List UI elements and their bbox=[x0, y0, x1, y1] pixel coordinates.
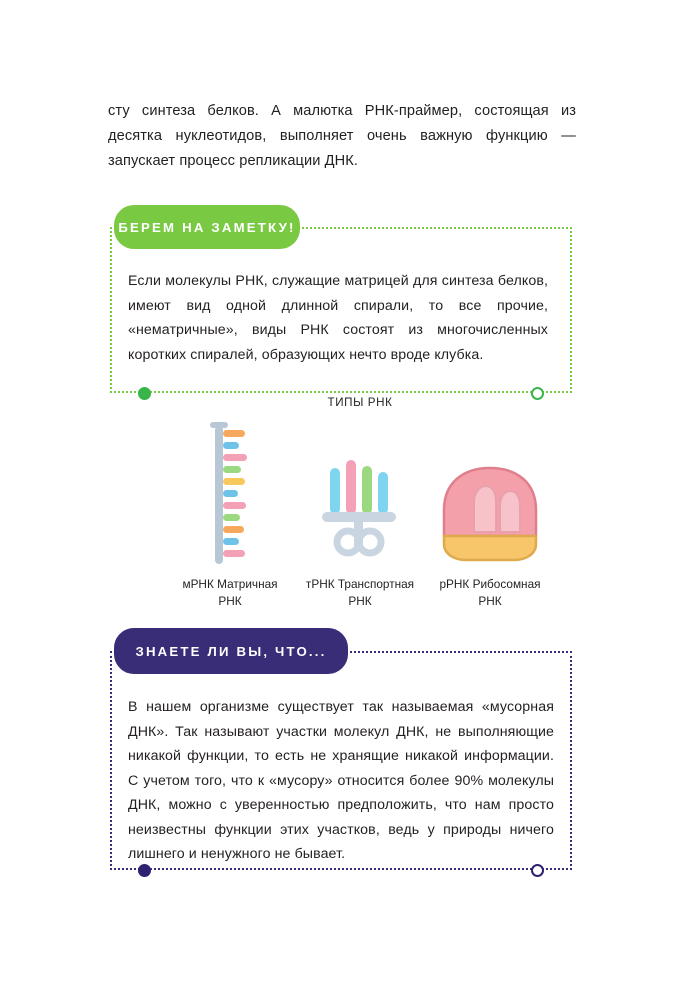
figure-rna-types bbox=[170, 396, 550, 608]
callout-didyouknow bbox=[110, 643, 572, 870]
figure-caption-trna-full: Транспортная РНК bbox=[337, 577, 415, 608]
callout-note bbox=[110, 219, 572, 393]
figure-caption-mrna bbox=[170, 576, 290, 610]
figure-item-rrna bbox=[430, 414, 550, 579]
callout-didyouknow-tab: ЗНАЕТЕ ЛИ ВЫ, ЧТО... bbox=[114, 628, 348, 674]
figure-caption-rrna bbox=[430, 576, 550, 610]
figure-captions bbox=[170, 576, 550, 610]
callout-note-body: Если молекулы РНК, служащие матрицей для синтеза белков, имеют вид одной длинной спирали, то все прочие, «нематричные», виды РНК состоят из многочисленных коротких спиралей, образующих нечто вроде клубка. bbox=[128, 273, 548, 363]
figure-caption-mrna-full: Матричная РНК bbox=[217, 577, 278, 608]
figure-caption-rrna-full: Рибосомная РНК bbox=[472, 577, 541, 608]
figure-caption-trna-short: тРНК bbox=[305, 577, 335, 591]
callout-didyouknow-dot-left bbox=[138, 864, 151, 877]
intro-paragraph: сту синтеза белков. А малютка РНК-праймер, состоящая из десятка нуклеотидов, выполняет очень важную функцию — запускает процесс репликации ДНК. bbox=[108, 102, 576, 169]
figure-caption-rrna-short: рРНК bbox=[439, 577, 470, 591]
figure-columns bbox=[170, 414, 550, 579]
callout-didyouknow-body: В нашем организме существует так называемая «мусорная ДНК». Так называют участки молекул ДНК, не выполняющие никакой функции, то есть не хранящие никакой информации. С учетом того, что к «мусору» относится более 90% молекулы ДНК, можно с уверенностью предположить, что нам просто неизвестны функции этих участков, ведь у природы ничего лишнего и ненужного не бывает. bbox=[128, 699, 554, 862]
callout-note-dot-left bbox=[138, 387, 151, 400]
callout-note-tab: БЕРЕМ НА ЗАМЕТКУ! bbox=[114, 205, 300, 249]
rrna-illustration bbox=[430, 414, 550, 579]
trna-illustration bbox=[300, 414, 420, 579]
callout-didyouknow-dot-right bbox=[531, 864, 544, 877]
figure-item-trna bbox=[300, 414, 420, 579]
figure-caption-trna bbox=[300, 576, 420, 610]
figure-caption-mrna-short: мРНК bbox=[182, 577, 214, 591]
mrna-illustration bbox=[170, 414, 290, 579]
figure-item-mrna bbox=[170, 414, 290, 579]
figure-title: ТИПЫ РНК bbox=[327, 396, 393, 409]
